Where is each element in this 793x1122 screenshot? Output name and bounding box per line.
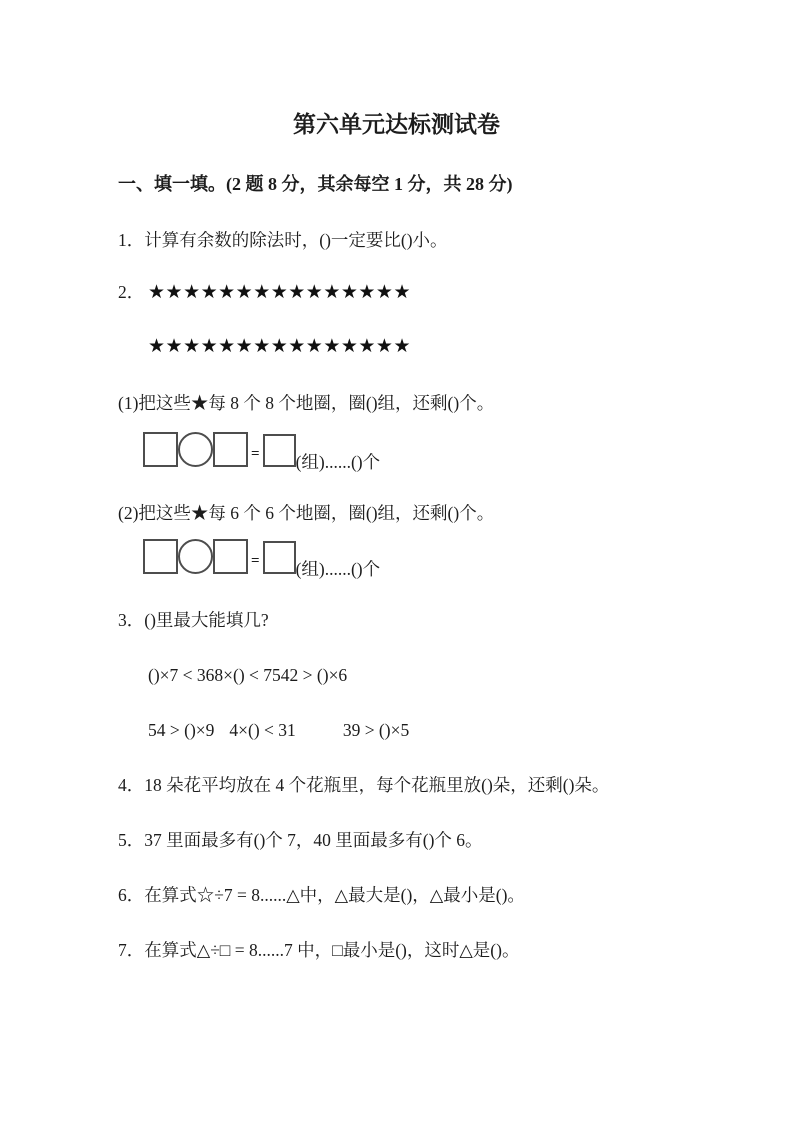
question-2-stars-row-1: ★★★★★★★★★★★★★★★ (148, 282, 411, 303)
equation-row-1 (143, 432, 381, 472)
inequality-item: 54 > ()×9 (148, 720, 215, 740)
dividend-blank-box (143, 539, 178, 574)
question-5: 5．37 里面最多有()个 7，40 里面最多有()个 6。 (118, 830, 483, 850)
section-one-heading: 一、填一填。(2 题 8 分，其余每空 1 分，共 28 分) (118, 174, 513, 194)
question-2-sub-2: (2)把这些★每 6 个 6 个地圈，圈()组，还剩()个。 (118, 503, 495, 523)
question-3: 3．()里最大能填几? (118, 610, 269, 630)
question-1: 1．计算有余数的除法时，()一定要比()小。 (118, 230, 448, 250)
equals-sign: = (251, 446, 260, 462)
question-6: 6．在算式☆÷7 = 8......△中，△最大是()，△最小是()。 (118, 885, 525, 905)
divisor-blank-box (213, 432, 248, 467)
question-2-stars-row-2: ★★★★★★★★★★★★★★★ (148, 336, 411, 357)
question-3-inequality-line-2 (148, 718, 409, 742)
question-7: 7．在算式△÷□ = 8......7 中，□最小是()，这时△是()。 (118, 940, 520, 960)
equation-suffix: (组)......()个 (295, 451, 381, 472)
equation-suffix: (组)......()个 (295, 558, 381, 579)
equation-row-2 (143, 539, 381, 579)
question-3-inequality-line-1: ()×7 < 368×() < 7542 > ()×6 (148, 665, 348, 685)
question-2-number: 2． (118, 282, 145, 302)
question-2-line (118, 280, 411, 305)
inequality-item: 4×() < 31 (229, 720, 296, 740)
quotient-blank-box (263, 434, 296, 467)
question-2-sub-1: (1)把这些★每 8 个 8 个地圈，圈()组，还剩()个。 (118, 393, 495, 413)
inequality-item: 39 > ()×5 (342, 720, 410, 740)
quotient-blank-box (263, 541, 296, 574)
question-4: 4．18 朵花平均放在 4 个花瓶里，每个花瓶里放()朵，还剩()朵。 (118, 775, 610, 795)
operator-blank-circle (178, 539, 213, 574)
equals-sign: = (251, 553, 260, 569)
divisor-blank-box (213, 539, 248, 574)
dividend-blank-box (143, 432, 178, 467)
page-title: 第六单元达标测试卷 (293, 112, 500, 137)
operator-blank-circle (178, 432, 213, 467)
